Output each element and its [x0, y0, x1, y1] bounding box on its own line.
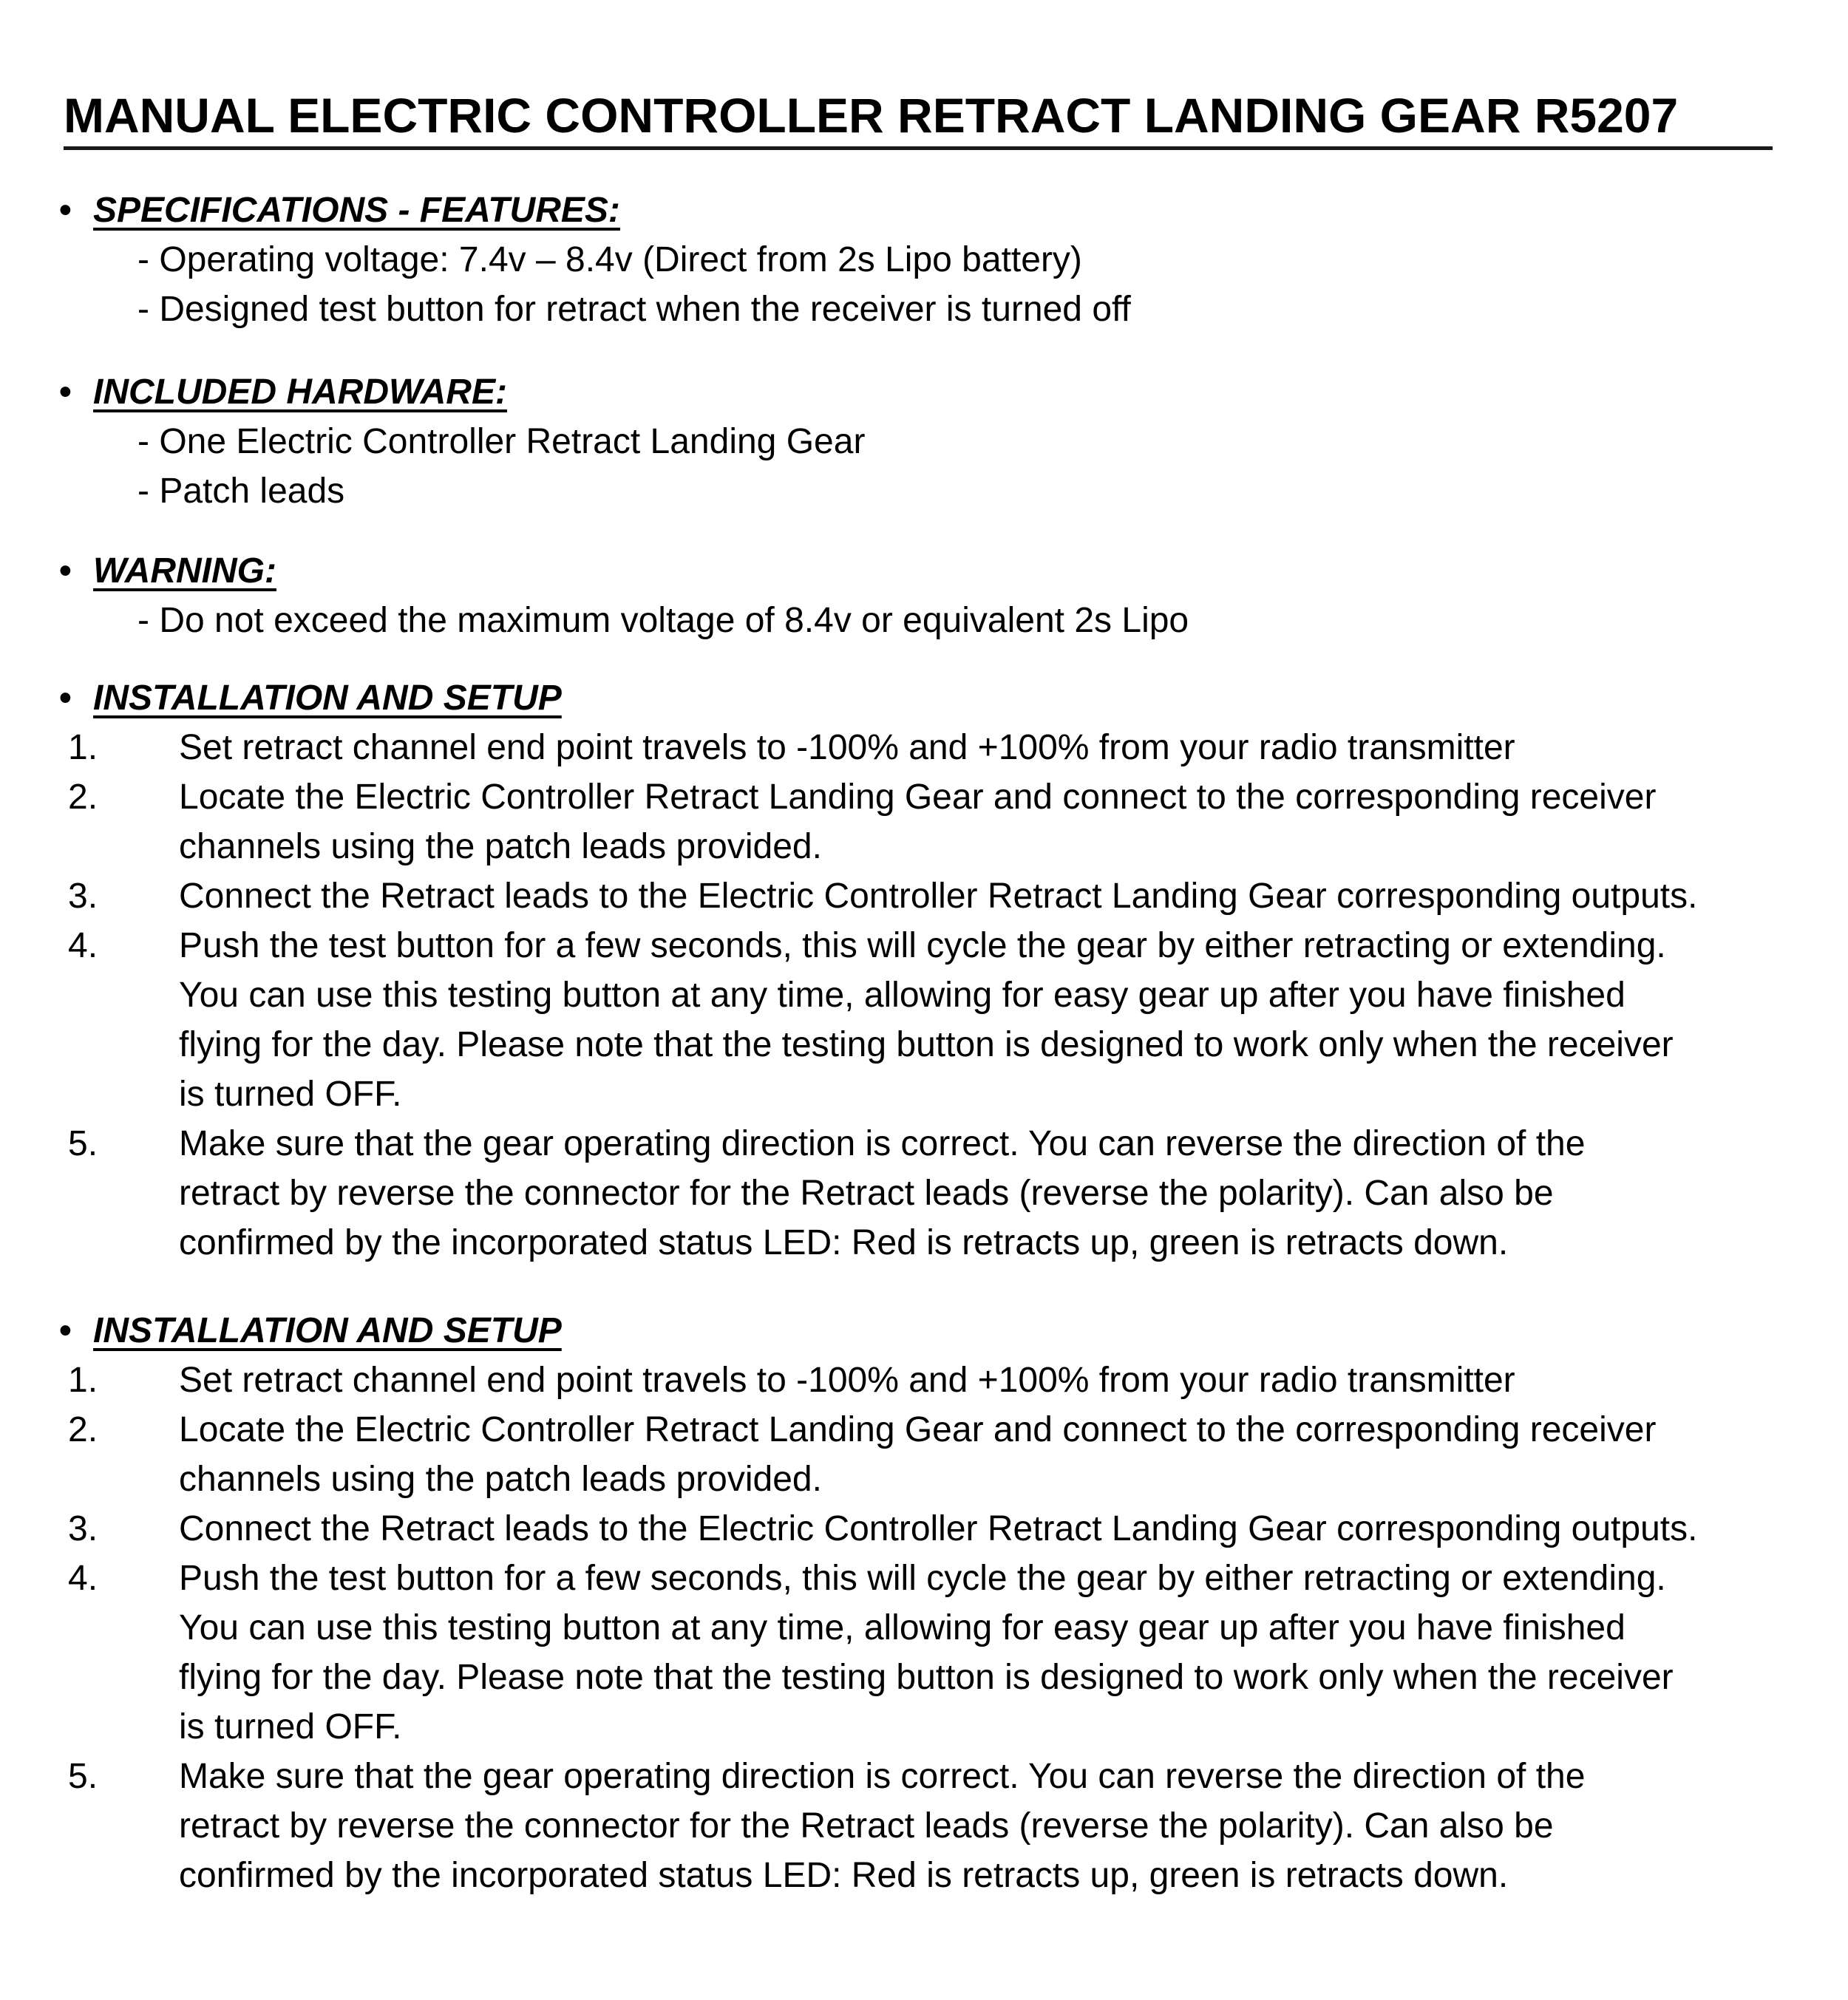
- section-warning: [59, 547, 1789, 645]
- step-line: You can use this testing button at any time, allowing for easy gear up after you have finished: [179, 1608, 1626, 1647]
- step-line: Make sure that the gear operating direction is correct. You can reverse the direction of the: [179, 1124, 1586, 1163]
- step-text: [179, 1356, 1789, 1405]
- step-item: [59, 921, 1789, 1119]
- step-item: [59, 723, 1789, 772]
- step-text: [179, 1405, 1789, 1504]
- step-line: Connect the Retract leads to the Electric Controller Retract Landing Gear corresponding outputs.: [179, 1509, 1698, 1548]
- section-heading: [59, 547, 1789, 596]
- step-number: 1.: [68, 728, 98, 767]
- step-line: channels using the patch leads provided.: [179, 827, 822, 866]
- step-number: 4.: [68, 1559, 98, 1598]
- step-line: retract by reverse the connector for the Retract leads (reverse the polarity). Can also be: [179, 1806, 1554, 1846]
- step-text: [179, 1119, 1789, 1268]
- step-number: 1.: [68, 1361, 98, 1400]
- heading-label: INSTALLATION AND SETUP: [93, 1311, 562, 1350]
- document-title: MANUAL ELECTRIC CONTROLLER RETRACT LANDING GEAR R5207: [64, 88, 1679, 143]
- step-line: You can use this testing button at any time, allowing for easy gear up after you have finished: [179, 976, 1626, 1015]
- section-installation-1: [59, 674, 1789, 1268]
- step-item: [59, 1752, 1789, 1900]
- bullet-icon: •: [59, 1311, 72, 1350]
- step-line: flying for the day. Please note that the testing button is designed to work only when the receiver: [179, 1658, 1674, 1697]
- step-line: confirmed by the incorporated status LED: Red is retracts up, green is retracts down.: [179, 1856, 1509, 1895]
- step-item: [59, 1405, 1789, 1504]
- step-item: [59, 1119, 1789, 1268]
- hardware-item: - Patch leads: [137, 472, 345, 511]
- section-heading: [59, 186, 1789, 235]
- heading-label: INCLUDED HARDWARE:: [93, 373, 507, 412]
- step-text: [179, 871, 1789, 921]
- step-text: [179, 723, 1789, 772]
- step-text: [179, 1504, 1789, 1554]
- step-number: 4.: [68, 926, 98, 965]
- step-line: Set retract channel end point travels to -100% and +100% from your radio transmitter: [179, 728, 1515, 767]
- bullet-icon: •: [59, 678, 72, 718]
- section-hardware: [59, 368, 1789, 516]
- step-line: Locate the Electric Controller Retract Landing Gear and connect to the corresponding receiver: [179, 778, 1657, 817]
- heading-label: SPECIFICATIONS - FEATURES:: [93, 191, 620, 230]
- step-item: [59, 1504, 1789, 1554]
- step-item: [59, 772, 1789, 871]
- step-item: [59, 871, 1789, 921]
- step-text: [179, 1554, 1789, 1752]
- spec-item: - Designed test button for retract when the receiver is turned off: [137, 290, 1131, 329]
- step-line: is turned OFF.: [179, 1707, 402, 1746]
- step-line: Locate the Electric Controller Retract Landing Gear and connect to the corresponding receiver: [179, 1410, 1657, 1449]
- section-heading: [59, 1307, 1789, 1356]
- bullet-icon: •: [59, 191, 72, 230]
- section-heading: [59, 368, 1789, 417]
- step-number: 5.: [68, 1124, 98, 1163]
- step-text: [179, 772, 1789, 871]
- step-line: retract by reverse the connector for the Retract leads (reverse the polarity). Can also be: [179, 1174, 1554, 1213]
- step-line: Push the test button for a few seconds, this will cycle the gear by either retracting or extending.: [179, 926, 1666, 965]
- step-line: confirmed by the incorporated status LED: Red is retracts up, green is retracts down.: [179, 1223, 1509, 1262]
- step-line: Set retract channel end point travels to -100% and +100% from your radio transmitter: [179, 1361, 1515, 1400]
- step-line: flying for the day. Please note that the testing button is designed to work only when the receiver: [179, 1025, 1674, 1064]
- title-underline: [64, 146, 1773, 150]
- step-line: Push the test button for a few seconds, this will cycle the gear by either retracting or extending.: [179, 1559, 1666, 1598]
- warning-item: - Do not exceed the maximum voltage of 8.4v or equivalent 2s Lipo: [137, 601, 1189, 640]
- step-number: 2.: [68, 778, 98, 817]
- steps-list: [59, 723, 1789, 1268]
- step-line: is turned OFF.: [179, 1075, 402, 1114]
- bullet-icon: •: [59, 373, 72, 412]
- step-line: Connect the Retract leads to the Electric Controller Retract Landing Gear corresponding outputs.: [179, 877, 1698, 916]
- step-number: 3.: [68, 1509, 98, 1548]
- steps-list: [59, 1356, 1789, 1900]
- section-specifications: [59, 186, 1789, 334]
- step-number: 5.: [68, 1757, 98, 1796]
- step-number: 3.: [68, 877, 98, 916]
- heading-label: WARNING:: [93, 551, 276, 591]
- step-text: [179, 921, 1789, 1119]
- step-item: [59, 1554, 1789, 1752]
- step-line: Make sure that the gear operating direction is correct. You can reverse the direction of the: [179, 1757, 1586, 1796]
- step-item: [59, 1356, 1789, 1405]
- section-installation-2: [59, 1307, 1789, 1900]
- spec-item: - Operating voltage: 7.4v – 8.4v (Direct from 2s Lipo battery): [137, 240, 1082, 279]
- step-text: [179, 1752, 1789, 1900]
- step-line: channels using the patch leads provided.: [179, 1460, 822, 1499]
- bullet-icon: •: [59, 551, 72, 591]
- step-number: 2.: [68, 1410, 98, 1449]
- heading-label: INSTALLATION AND SETUP: [93, 678, 562, 718]
- section-heading: [59, 674, 1789, 723]
- hardware-item: - One Electric Controller Retract Landing Gear: [137, 422, 866, 461]
